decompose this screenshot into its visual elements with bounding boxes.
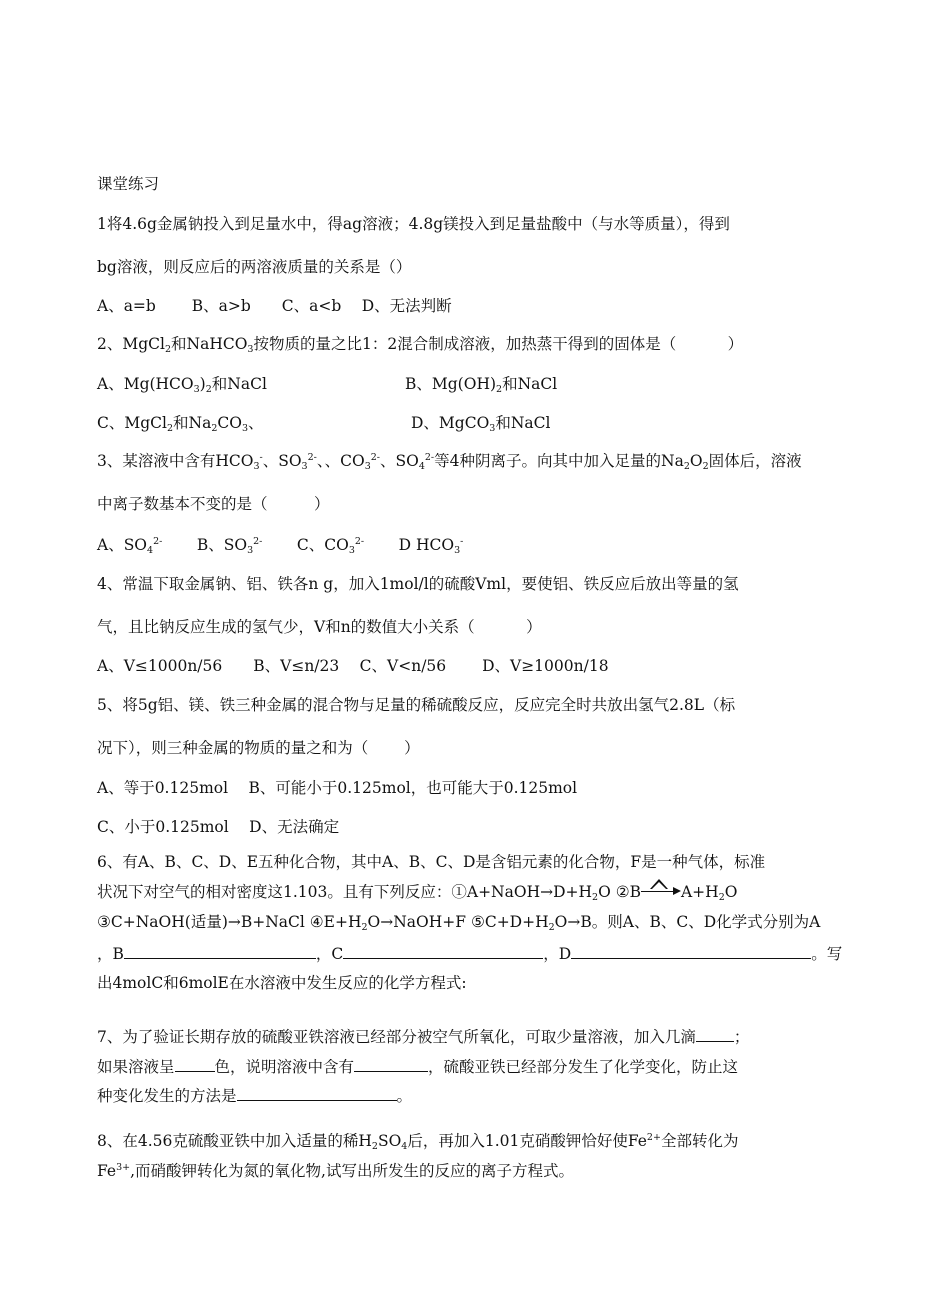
q5-line2: 况下），则三种金属的物质的量之和为（ ） [97,739,420,757]
page-title: 课堂练习 [97,175,160,193]
q3-line2: 中离子数基本不变的是（ ） [97,495,330,513]
answer-blank-b[interactable] [124,942,316,959]
q4-options: A、V≤1000n/56 B、V≤n/23 C、V<n/56 D、V≥1000n/18 [97,657,609,675]
q8-line2: $Fe^{3+}$,而硝酸钾转化为氮的氧化物,试写出所发生的反应的离子方程式。 [97,1162,574,1180]
q4-line1: 4、常温下取金属钠、铝、铁各n g，加入1mol/l的硫酸Vml，要使铝、铁反应后放出等量的氢 [97,575,739,593]
q3-options: A、$SO_4^{2-}$ B、$SO_3^{2-}$ C、$CO_3^{2-}$ D $HCO_3^-$ [97,536,464,556]
heating-arrow-icon [641,884,681,898]
q3-line1: 3、某溶液中含有$HCO_3^-$、$SO_3^{2-}$、、$CO_3^{2-}$、$SO_4^{2-}$等4种阴离子。向其中加入足量的$Na_2O_2$固体后，溶液 [97,452,802,472]
answer-blank-color[interactable] [175,1055,215,1072]
q1-line2: bg溶液，则反应后的两溶液质量的关系是（） [97,258,412,276]
q7-line2: 如果溶液呈 色，说明溶液中含有 ，硫酸亚铁已经部分发生了化学变化，防止这 [97,1055,738,1077]
q2-option-a: A、$Mg(HCO_3)_2$和NaCl [97,375,267,395]
q6-line5: 出4molC和6molE在水溶液中发生反应的化学方程式: [97,974,467,992]
q6-line3: ③C+NaOH(适量)→B+NaCl $④E+H_2O\to NaOH+F$ $⑤C+D+H_2O\to B$。则A、B、C、D化学式分别为A [97,913,821,933]
answer-blank-c[interactable] [343,942,543,959]
q6-line4: ，B ，C ，D 。写 [97,942,842,964]
q8-line1: 8、在4.56克硫酸亚铁中加入适量的稀$H_2SO_4$后，再加入1.01克硝酸钾恰好使$Fe^{2+}$全部转化为 [97,1132,739,1152]
q2-option-b: B、$Mg(OH)_2$和NaCl [405,375,558,395]
q5-options-ab: A、等于0.125mol B、可能小于0.125mol，也可能大于0.125mol [97,779,578,797]
q6-line2: 状况下对空气的相对密度这1.103。且有下列反应：$①A+NaOH\to D+H_2O$ ②B $A+H_2O$ [97,882,737,902]
q4-line2: 气，且比钠反应生成的氢气少，V和n的数值大小关系（ ） [97,618,542,636]
answer-blank-reagent[interactable] [696,1025,734,1042]
q6-line1: 6、有A、B、C、D、E五种化合物，其中A、B、C、D是含铝元素的化合物，F是一种气体，标准 [97,853,766,871]
q5-options-cd: C、小于0.125mol D、无法确定 [97,818,340,836]
q2-option-d: D、MgCO$_3$和NaCl [411,414,551,434]
q7-line3: 种变化发生的方法是 。 [97,1084,412,1106]
answer-blank-ion[interactable] [354,1055,428,1072]
q1-line1: 1将4.6g金属钠投入到足量水中，得ag溶液；4.8g镁投入到足量盐酸中（与水等质量），得到 [97,215,730,233]
q2-option-c: C、MgCl$_2$和$Na_2CO_3$、 [97,414,264,434]
answer-blank-d[interactable] [571,942,811,959]
q7-line1: 7、为了验证长期存放的硫酸亚铁溶液已经部分被空气所氧化，可取少量溶液，加入几滴 ； [97,1025,749,1047]
answer-blank-method[interactable] [237,1084,397,1101]
q5-line1: 5、将5g铝、镁、铁三种金属的混合物与足量的稀硫酸反应，反应完全时共放出氢气2.8L（标 [97,696,736,714]
q2-stem: 2、MgCl$_2$和NaHCO$_3$按物质的量之比1：2混合制成溶液，加热蒸干得到的固体是（ ） [97,335,744,355]
q1-options: A、a=b B、a>b C、a<b D、无法判断 [97,297,452,315]
